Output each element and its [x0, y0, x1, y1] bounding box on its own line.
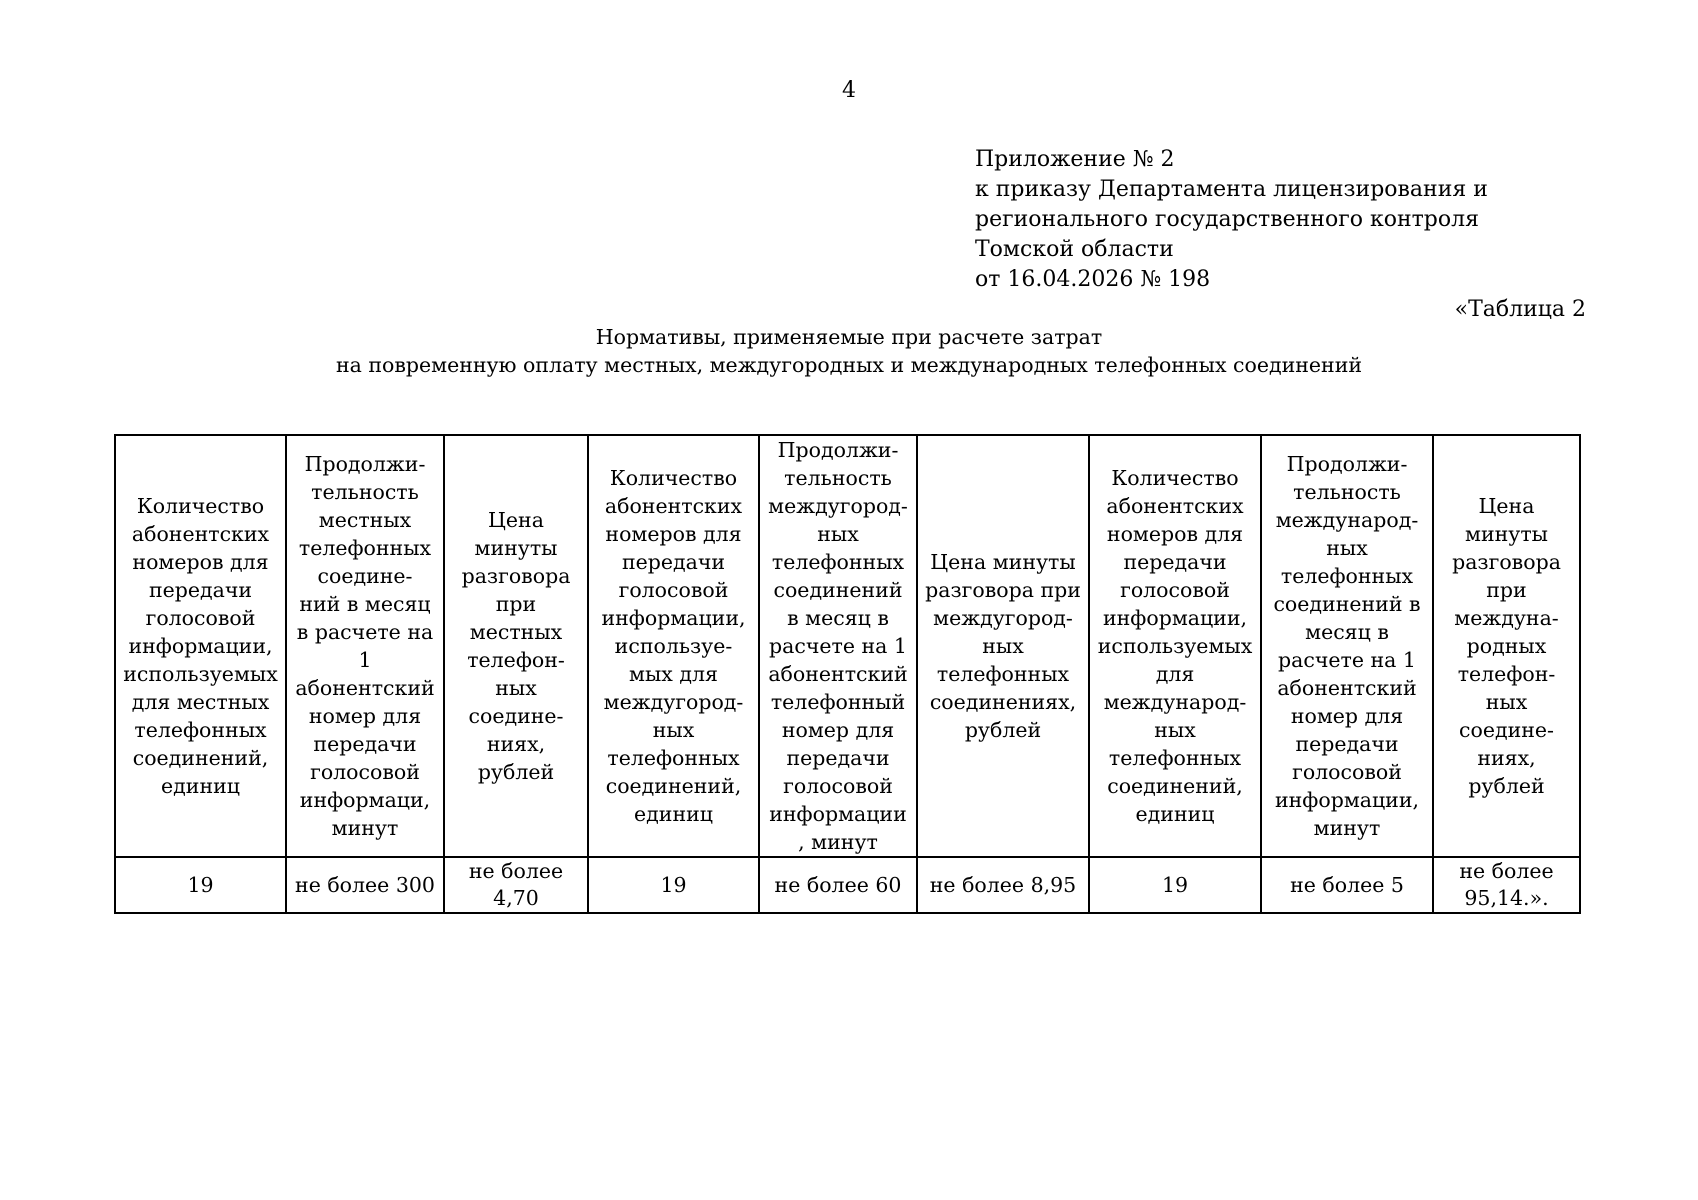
appendix-line: Приложение № 2 — [975, 147, 1175, 172]
value-text: 19 — [187, 872, 214, 897]
value-text: 19 — [660, 872, 687, 897]
value-text: не более 8,95 — [929, 872, 1077, 897]
header-text: Цена минуты разговора при междугород- ных телефонных соединениях, рублей — [925, 550, 1081, 742]
header-cell — [286, 435, 444, 857]
header-cell — [115, 435, 286, 857]
value-cell — [1433, 857, 1580, 913]
header-text: Продолжи- тельность местных телефонных соедине- ний в месяц в расчете на 1 абонентский номер для передачи голосовой информаци, минут — [295, 452, 435, 840]
header-text: Цена минуты разговора при местных телефон- ных соедине- ниях, рублей — [461, 508, 571, 784]
header-cell — [1089, 435, 1261, 857]
appendix-line: регионального государственного контроля — [975, 207, 1479, 232]
header-text: Количество абонентских номеров для передачи голосовой информации, используе- мых для междугород- ных телефонных соединений, единиц — [601, 466, 746, 826]
header-cell — [1433, 435, 1580, 857]
value-text: не более 5 — [1290, 872, 1404, 897]
appendix-line: от 16.04.2026 № 198 — [975, 267, 1211, 292]
header-text: Количество абонентских номеров для передачи голосовой информации, используемых для международ- ных телефонных соединений, единиц — [1097, 466, 1253, 826]
header-text: Цена минуты разговора при междуна- родных телефон- ных соедине- ниях, рублей — [1452, 494, 1561, 798]
value-cell — [917, 857, 1089, 913]
header-cell — [917, 435, 1089, 857]
value-cell — [286, 857, 444, 913]
value-cell — [115, 857, 286, 913]
appendix-line: Томской области — [975, 237, 1174, 262]
value-text: 19 — [1161, 872, 1189, 897]
header-text: Продолжи- тельность международ- ных телефонных соединений в месяц в расчете на 1 абонентский номер для передачи голосовой информации, минут — [1273, 452, 1421, 840]
header-cell — [759, 435, 917, 857]
header-cell — [1261, 435, 1433, 857]
value-cell — [588, 857, 759, 913]
value-cell — [444, 857, 588, 913]
header-cell — [588, 435, 759, 857]
value-text: не более 95,14.». — [1459, 859, 1554, 910]
document-title — [0, 323, 1698, 379]
appendix-line: к приказу Департамента лицензирования и — [975, 177, 1488, 202]
value-cell — [1261, 857, 1433, 913]
title-line-1: Нормативы, применяемые при расчете затрат — [595, 325, 1103, 349]
table-row — [115, 857, 1580, 913]
value-text: не более 4,70 — [468, 859, 564, 910]
header-row — [115, 435, 1580, 857]
norms-table — [114, 434, 1581, 914]
value-text: не более 60 — [774, 872, 902, 897]
appendix-header — [975, 145, 1488, 295]
value-cell — [759, 857, 917, 913]
title-line-2: на повременную оплату местных, междугородных и международных телефонных соединений — [335, 353, 1363, 377]
page-number: 4 — [842, 78, 856, 103]
header-cell — [444, 435, 588, 857]
table-label: «Таблица 2 — [1454, 297, 1586, 322]
header-text: Количество абонентских номеров для передачи голосовой информации, используемых для местных телефонных соединений, единиц — [123, 494, 278, 798]
value-text: не более 300 — [295, 872, 435, 897]
value-cell — [1089, 857, 1261, 913]
header-text: Продолжи- тельность междугород- ных телефонных соединений в месяц в расчете на 1 абонентский телефонный номер для передачи голосовой информации , минут — [768, 438, 908, 854]
